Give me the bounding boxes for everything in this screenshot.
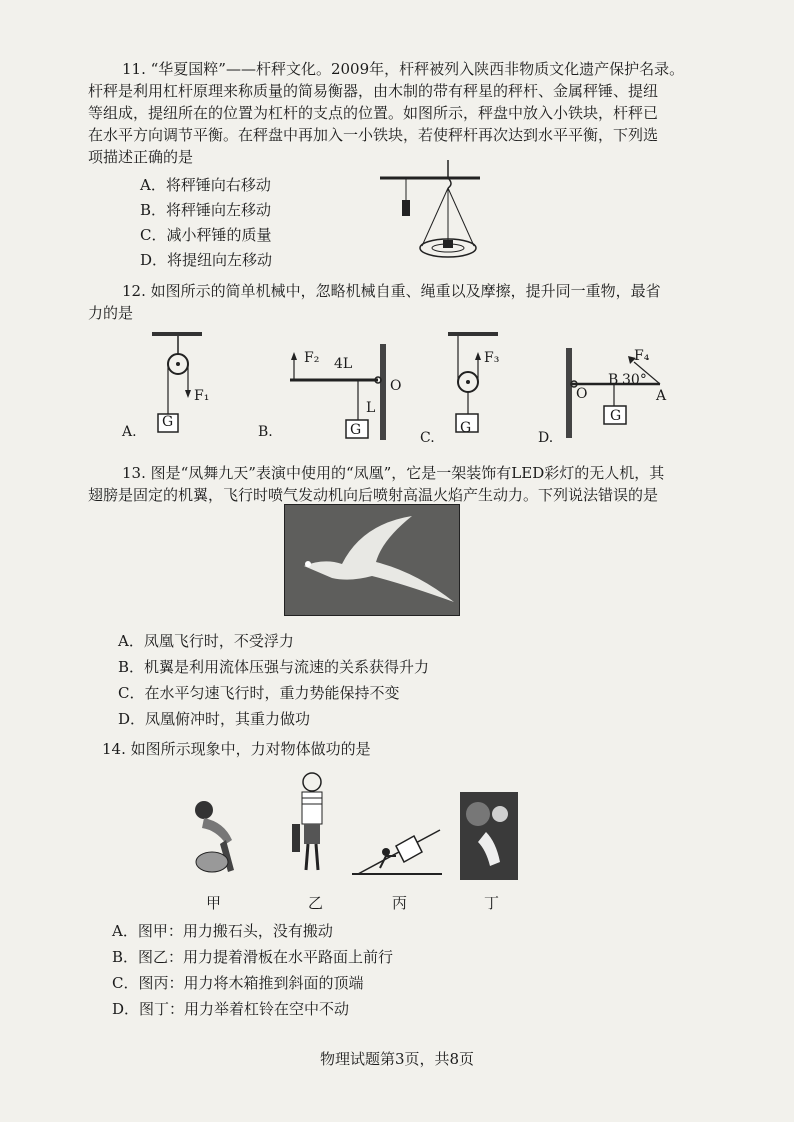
q12-line-1: 12. 如图所示的简单机械中，忽略机械自重、绳重以及摩擦，提升同一重物，最省 (122, 282, 661, 300)
q11-option-d: D．将提纽向左移动 (140, 251, 273, 269)
g-label-c: G (460, 420, 472, 436)
g-label-b: G (350, 422, 362, 438)
q13-line-2: 翅膀是固定的机翼，飞行时喷气发动机向后喷射高温火焰产生动力。下列说法错误的是 (88, 486, 659, 504)
g-label-d: G (610, 408, 622, 424)
movable-pulley-figure (446, 330, 516, 442)
pivot-o-label-d: O (576, 386, 588, 402)
figure-ding-holding-barbell (460, 792, 518, 880)
f2-label: F₂ (304, 350, 320, 366)
q14-option-b: B．图乙：用力提着滑板在水平路面上前行 (112, 948, 394, 966)
q13-line-1: 13. 图是“凤舞九天”表演中使用的“凤凰”，它是一架装饰有LED彩灯的无人机，其 (122, 464, 665, 482)
q14-option-c: C．图丙：用力将木箱推到斜面的顶端 (112, 974, 364, 992)
q11-line-5: 项描述正确的是 (88, 148, 194, 166)
caption-yi: 乙 (308, 894, 324, 912)
option-b-label: B. (258, 424, 273, 440)
q13-option-b: B．机翼是利用流体压强与流速的关系获得升力 (118, 658, 430, 676)
q11-line-4: 在水平方向调节平衡。在秤盘中再加入一小铁块，若使秤杆再次达到水平平衡，下列选 (88, 126, 659, 144)
length-4l-label: 4L (334, 356, 353, 372)
q11-option-a: A．将秤锤向右移动 (140, 176, 271, 194)
q12-line-2: 力的是 (88, 304, 134, 322)
fixed-pulley-figure (150, 330, 220, 442)
q14-line-1: 14. 如图所示现象中，力对物体做功的是 (102, 740, 371, 758)
g-label-a: G (162, 414, 174, 430)
q13-option-c: C．在水平匀速飞行时，重力势能保持不变 (118, 684, 400, 702)
f4-label: F₄ (634, 348, 650, 364)
figure-jia-lifting-stone (186, 796, 250, 878)
q11-line-3: 等组成，提纽所在的位置为杠杆的支点的位置。如图所示，秤盘中放入小铁块，杆秤已 (88, 104, 659, 122)
option-a-label: A. (122, 424, 137, 440)
f3-label: F₃ (484, 350, 500, 366)
q11-line-1: 11. “华夏国粹”——杆秤文化。2009年，杆秤被列入陕西非物质文化遗产保护名录。 (122, 60, 685, 78)
angle-label: 30° (622, 372, 647, 388)
q14-option-a: A．图甲：用力搬石头，没有搬动 (112, 922, 333, 940)
f1-label: F₁ (194, 388, 210, 404)
pivot-o-label-b: O (390, 378, 402, 394)
option-c-label: C. (420, 430, 435, 446)
q11-line-2: 杆秤是利用杠杆原理来称质量的简易衡器，由木制的带有秤星的秤杆、金属秤锤、提纽 (88, 82, 659, 100)
page-footer: 物理试题第3页，共8页 (319, 1050, 475, 1068)
steelyard-figure (376, 160, 486, 270)
option-d-label: D. (538, 430, 554, 446)
q13-option-a: A．凤凰飞行时，不受浮力 (118, 632, 294, 650)
caption-jia: 甲 (206, 894, 222, 912)
point-b-label: B (608, 372, 619, 388)
length-l-label: L (366, 400, 376, 416)
figure-bing-pushing-box (350, 812, 444, 878)
caption-ding: 丁 (484, 894, 500, 912)
caption-bing: 丙 (392, 894, 408, 912)
q13-option-d: D．凤凰俯冲时，其重力做功 (118, 710, 311, 728)
figure-yi-carrying-board (286, 770, 338, 878)
q11-option-c: C．减小秤锤的质量 (140, 226, 272, 244)
phoenix-drone-photo (284, 504, 460, 616)
q11-option-b: B．将秤锤向左移动 (140, 201, 272, 219)
q14-option-d: D．图丁：用力举着杠铃在空中不动 (112, 1000, 350, 1018)
point-a-label: A (656, 388, 667, 404)
